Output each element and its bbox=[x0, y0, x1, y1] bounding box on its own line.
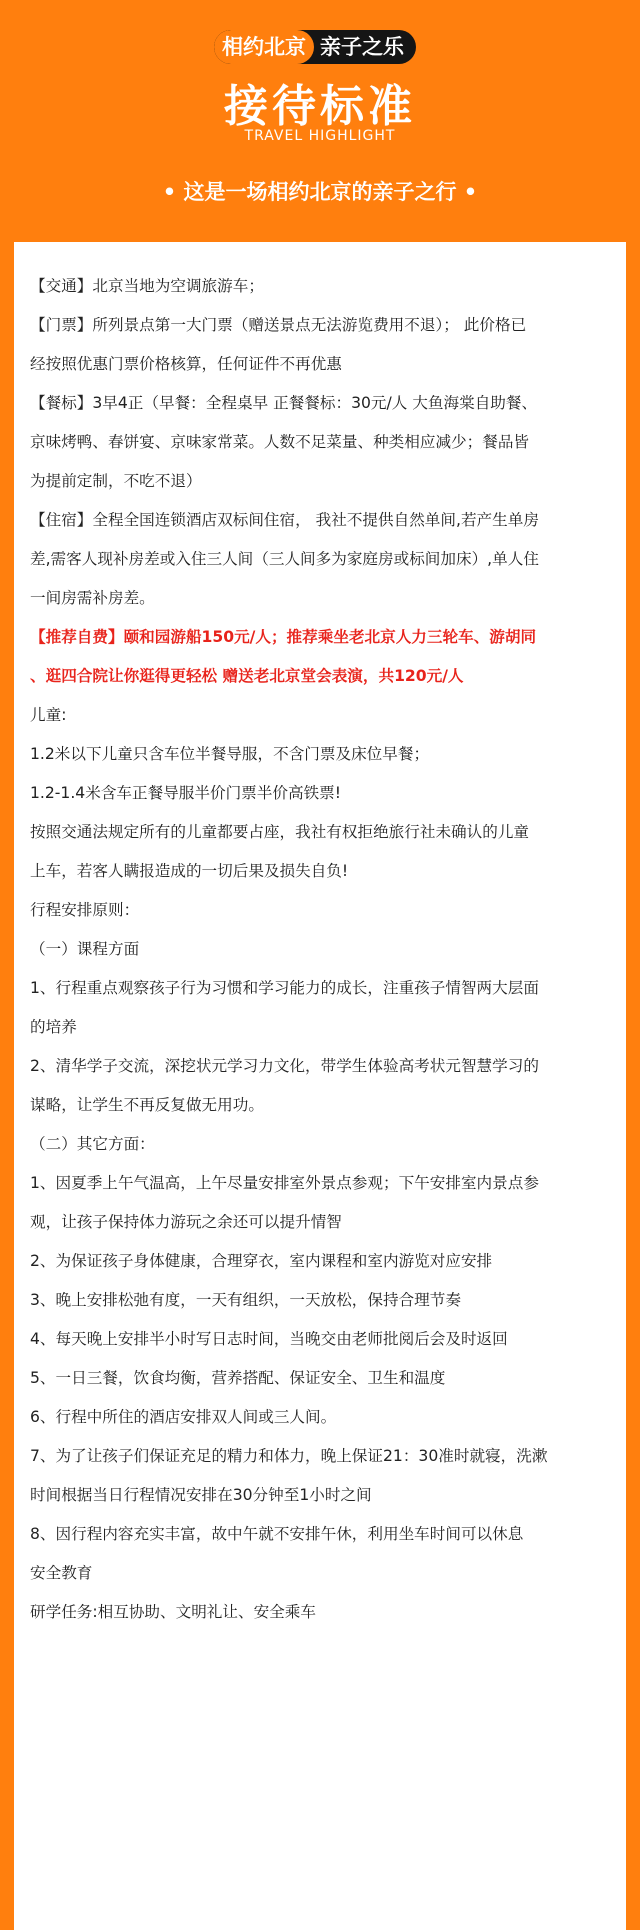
content-body bbox=[14, 242, 626, 1632]
text-line: 【门票】所列景点第一大门票（赠送景点无法游览费用不退）； 此价格已 bbox=[30, 316, 527, 334]
text-line: 研学任务:相互协助、文明礼让、安全乘车 bbox=[30, 1603, 316, 1621]
text-line: 1.2-1.4米含车正餐导服半价门票半价高铁票! bbox=[30, 784, 341, 802]
text-line: 儿童: bbox=[30, 706, 67, 724]
text-line: 【餐标】3早4正（早餐：全程桌早 正餐餐标：30元/人 大鱼海棠自助餐、 bbox=[30, 394, 538, 412]
content-panel bbox=[14, 242, 626, 1930]
text-line: 1、因夏季上午气温高，上午尽量安排室外景点参观；下午安排室内景点参 bbox=[30, 1174, 539, 1192]
text-line: （二）其它方面： bbox=[30, 1135, 155, 1153]
text-line: 7、为了让孩子们保证充足的精力和体力，晚上保证21：30准时就寝，洗漱 bbox=[30, 1447, 548, 1465]
text-line: 差,需客人现补房差或入住三人间（三人间多为家庭房或标间加床）,单人住 bbox=[30, 550, 539, 568]
text-line: 1.2米以下儿童只含车位半餐导服，不含门票及床位早餐； bbox=[30, 745, 430, 763]
text-line: 京味烤鸭、春饼宴、京味家常菜。人数不足菜量、种类相应减少；餐品皆 bbox=[30, 433, 530, 451]
text-line: 一间房需补房差。 bbox=[30, 589, 155, 607]
text-line: 3、晚上安排松弛有度，一天有组织，一天放松，保持合理节奏 bbox=[30, 1291, 461, 1309]
text-line: 2、为保证孩子身体健康，合理穿衣，室内课程和室内游览对应安排 bbox=[30, 1252, 493, 1270]
text-line: 经按照优惠门票价格核算，任何证件不再优惠 bbox=[30, 355, 342, 373]
text-line: 2、清华学子交流，深挖状元学习力文化，带学生体验高考状元智慧学习的 bbox=[30, 1057, 539, 1075]
badge-text: 亲子之乐 bbox=[320, 35, 404, 59]
highlight-line: 、逛四合院让你逛得更轻松 赠送老北京堂会表演，共120元/人 bbox=[30, 667, 464, 685]
header-banner bbox=[0, 0, 640, 242]
text-line: 8、因行程内容充实丰富，故中午就不安排午休，利用坐车时间可以休息 bbox=[30, 1525, 524, 1543]
text-line: 安全教育 bbox=[30, 1564, 93, 1582]
text-line: （一）课程方面 bbox=[30, 940, 140, 958]
page-title: 接待标准 bbox=[224, 81, 416, 132]
text-line: 6、行程中所住的酒店安排双人间或三人间。 bbox=[30, 1408, 337, 1426]
highlight-line: 【推荐自费】颐和园游船150元/人；推荐乘坐老北京人力三轮车、游胡同 bbox=[30, 628, 537, 646]
text-line: 行程安排原则： bbox=[30, 901, 140, 919]
text-line: 5、一日三餐，饮食均衡，营养搭配、保证安全、卫生和温度 bbox=[30, 1369, 446, 1387]
text-line: 【住宿】全程全国连锁酒店双标间住宿， 我社不提供自然单间,若产生单房 bbox=[30, 511, 539, 529]
text-line: 为提前定制，不吃不退） bbox=[30, 472, 202, 490]
text-line: 观，让孩子保持体力游玩之余还可以提升情智 bbox=[30, 1213, 342, 1231]
tagline: • 这是一场相约北京的亲子之行 • bbox=[162, 180, 478, 204]
text-line: 1、行程重点观察孩子行为习惯和学习能力的成长，注重孩子情智两大层面 bbox=[30, 979, 539, 997]
page-subtitle: TRAVEL HIGHLIGHT bbox=[244, 128, 396, 144]
text-line: 【交通】北京当地为空调旅游车； bbox=[30, 277, 264, 295]
text-line: 谋略，让学生不再反复做无用功。 bbox=[30, 1096, 264, 1114]
badge-highlight: 相约北京 bbox=[214, 30, 314, 64]
text-line: 上车，若客人瞒报造成的一切后果及损失自负! bbox=[30, 862, 349, 880]
title-badge bbox=[214, 30, 416, 64]
text-line: 按照交通法规定所有的儿童都要占座，我社有权拒绝旅行社未确认的儿童 bbox=[30, 823, 530, 841]
text-line: 时间根据当日行程情况安排在30分钟至1小时之间 bbox=[30, 1486, 372, 1504]
text-line: 4、每天晚上安排半小时写日志时间，当晚交由老师批阅后会及时返回 bbox=[30, 1330, 508, 1348]
text-line: 的培养 bbox=[30, 1018, 77, 1036]
